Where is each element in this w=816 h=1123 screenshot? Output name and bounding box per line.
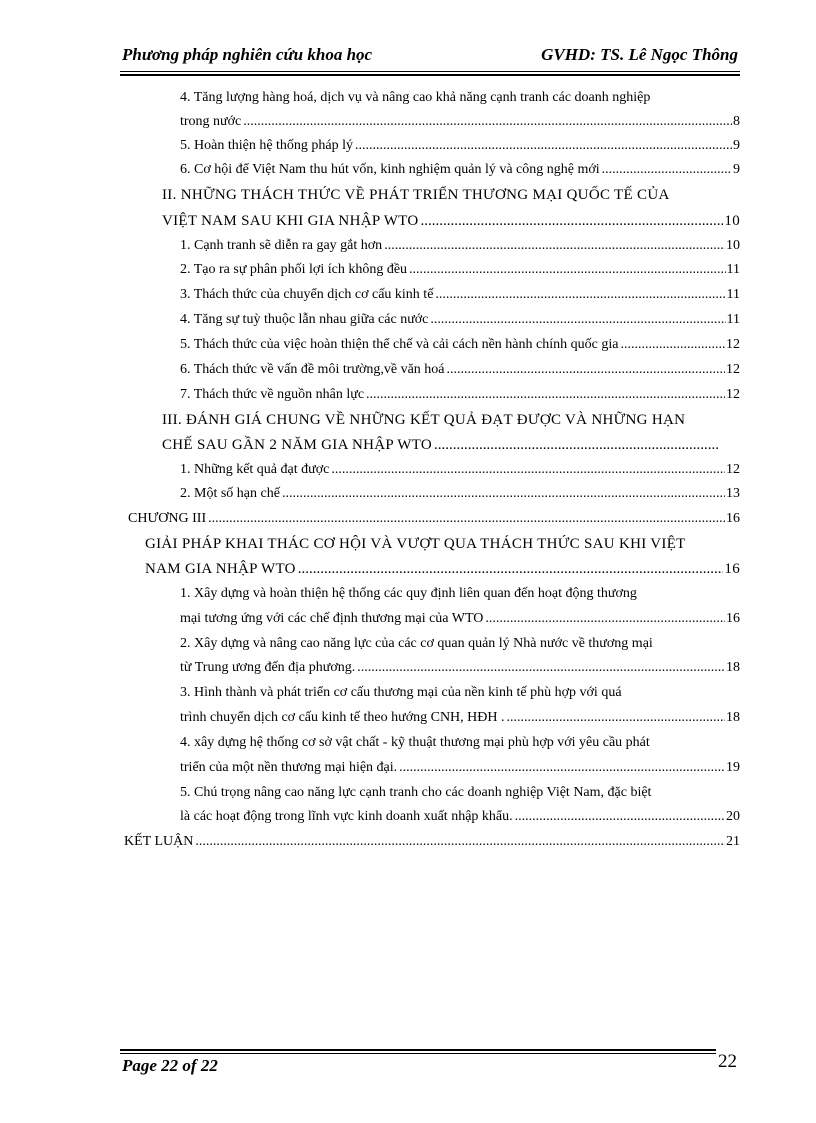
toc-leader (430, 308, 725, 332)
toc-entry-text: là các hoạt động trong lĩnh vực kinh doanh xuất nhập khẩu. (180, 809, 513, 824)
toc-entry-text: NAM GIA NHẬP WTO (145, 561, 296, 577)
toc-entry[interactable] (180, 681, 740, 705)
footer-page-number: 22 (718, 1051, 737, 1072)
toc-leader (409, 258, 725, 282)
toc-entry-text: 3. Thách thức của chuyển dịch cơ cấu kinh tế (180, 287, 434, 302)
toc-page-number: 19 (726, 760, 740, 775)
toc-entry[interactable] (180, 458, 740, 482)
toc-leader (507, 706, 726, 730)
toc-entry[interactable] (180, 308, 740, 332)
toc-section-heading[interactable] (162, 209, 740, 233)
toc-entry-text: trình chuyển dịch cơ cấu kinh tế theo hướng CNH, HĐH . (180, 710, 505, 725)
toc-leader (434, 433, 718, 457)
toc-entry[interactable] (180, 110, 740, 134)
toc-entry-text: 4. Tăng sự tuỳ thuộc lẫn nhau giữa các nước (180, 312, 429, 327)
toc-entry-text: 4. xây dựng hệ thống cơ sở vật chất - kỹ thuật thương mại phù hợp với yêu cầu phát (180, 735, 650, 750)
toc-entry[interactable] (180, 632, 740, 656)
toc-entry-text: 2. Xây dựng và nâng cao năng lực của các cơ quan quản lý Nhà nước về thương mại (180, 636, 653, 651)
toc-page-number: 16 (724, 561, 740, 577)
toc-entry[interactable] (180, 656, 740, 680)
toc-entry[interactable] (180, 731, 740, 755)
toc-page-number: 16 (726, 511, 740, 526)
toc-entry[interactable] (180, 383, 740, 407)
header-rule-thick (120, 74, 740, 76)
toc-page-number: 16 (726, 611, 740, 626)
toc-entry-text: trong nước (180, 114, 242, 129)
toc-entry[interactable] (180, 756, 740, 780)
toc-page-number: 11 (726, 312, 740, 327)
toc-entry-text: 5. Hoàn thiện hệ thống pháp lý (180, 138, 354, 153)
toc-leader (620, 333, 725, 357)
toc-entry-text: 6. Cơ hội để Việt Nam thu hút vốn, kinh nghiệm quản lý và công nghệ mới (180, 162, 600, 177)
toc-page-number: 21 (726, 834, 740, 849)
toc-page-number: 18 (726, 710, 740, 725)
toc-page-number: 11 (726, 287, 740, 302)
toc-leader (420, 209, 723, 233)
header-rule (120, 71, 740, 72)
toc-entry-text: CHƯƠNG III (128, 511, 207, 526)
toc-entry[interactable] (180, 158, 740, 182)
toc-page-number: 20 (726, 809, 740, 824)
toc-entry-text: 1. Xây dựng và hoàn thiện hệ thống các quy định liên quan đến hoạt động thương (180, 586, 637, 601)
toc-leader (384, 234, 725, 258)
toc-entry[interactable] (180, 706, 740, 730)
toc-leader (208, 507, 725, 531)
toc-entry-text: 1. Cạnh tranh sẽ diễn ra gay gắt hơn (180, 238, 383, 253)
toc-leader (435, 283, 725, 307)
toc-entry[interactable] (180, 607, 740, 631)
toc-leader (282, 482, 725, 506)
toc-page-number: 13 (726, 486, 740, 501)
toc-entry-text: 5. Thách thức của việc hoàn thiện thể chế và cải cách nền hành chính quốc gia (180, 337, 619, 352)
toc-section-heading[interactable] (162, 408, 740, 432)
toc-entry-text: 4. Tăng lượng hàng hoá, dịch vụ và nâng cao khả năng cạnh tranh các doanh nghiệp (180, 90, 651, 105)
toc-entry-text: II. NHỮNG THÁCH THỨC VỀ PHÁT TRIỂN THƯƠNG MẠI QUỐC TẾ CỦA (162, 187, 670, 203)
toc-entry-text: 3. Hình thành và phát triển cơ cấu thương mại của nền kinh tế phù hợp với quá (180, 685, 622, 700)
toc-page-number: 12 (726, 337, 740, 352)
toc-entry[interactable] (180, 283, 740, 307)
toc-section-heading[interactable] (162, 433, 718, 457)
toc-entry-text: KẾT LUẬN (124, 834, 194, 849)
toc-entry-text: 6. Thách thức về vấn đề môi trường,về văn hoá (180, 362, 445, 377)
toc-leader (355, 134, 732, 158)
toc-entry[interactable] (180, 482, 740, 506)
toc-entry-text: 2. Tạo ra sự phân phối lợi ích không đều (180, 262, 408, 277)
toc-leader (447, 358, 725, 382)
toc-entry-text: mại tương ứng với các chế định thương mại của WTO (180, 611, 484, 626)
toc-leader (485, 607, 725, 631)
toc-page-number: 9 (733, 138, 740, 153)
toc-leader (515, 805, 725, 829)
toc-leader (602, 158, 732, 182)
toc-entry-text: 1. Những kết quả đạt được (180, 462, 330, 477)
toc-chapter[interactable] (128, 507, 740, 531)
toc-section-heading[interactable] (145, 557, 740, 581)
toc-entry-text: 5. Chú trọng nâng cao năng lực cạnh tranh cho các doanh nghiệp Việt Nam, đặc biệt (180, 785, 652, 800)
toc-leader (331, 458, 725, 482)
toc-entry[interactable] (180, 805, 740, 829)
header-title: Phương pháp nghiên cứu khoa học (122, 45, 373, 64)
toc-page-number: 12 (726, 387, 740, 402)
toc-leader (298, 557, 724, 581)
toc-leader (195, 830, 725, 854)
toc-entry[interactable] (180, 134, 740, 158)
page-header (120, 45, 740, 69)
toc-entry-text: 2. Một số hạn chế (180, 486, 280, 501)
toc-page-number: 12 (726, 462, 740, 477)
toc-leader (243, 110, 732, 134)
toc-entry[interactable] (180, 358, 740, 382)
footer-page-label: Page 22 of 22 (122, 1056, 218, 1075)
toc-section-heading[interactable] (145, 532, 740, 556)
toc-page-number: 9 (733, 162, 740, 177)
toc-entry[interactable] (180, 781, 740, 805)
footer-rule (120, 1053, 716, 1054)
toc-entry[interactable] (180, 582, 740, 606)
toc-entry[interactable] (180, 333, 740, 357)
toc-page-number: 18 (726, 660, 740, 675)
footer-rule-thick (120, 1049, 716, 1051)
toc-entry-text: 7. Thách thức về nguồn nhân lực (180, 387, 365, 402)
toc-entry[interactable] (180, 86, 740, 110)
toc-entry-text: triển của một nền thương mại hiện đại. (180, 760, 398, 775)
toc-page-number: 10 (726, 238, 740, 253)
toc-page-number: 8 (733, 114, 740, 129)
toc-entry[interactable] (180, 234, 740, 258)
header-advisor: GVHD: TS. Lê Ngọc Thông (541, 45, 738, 64)
toc-page-number: 11 (726, 262, 740, 277)
toc-entry-text: VIỆT NAM SAU KHI GIA NHẬP WTO (162, 213, 419, 229)
toc-page-number: 10 (724, 213, 740, 229)
toc-entry-text: III. ĐÁNH GIÁ CHUNG VỀ NHỮNG KẾT QUẢ ĐẠT ĐƯỢC VÀ NHỮNG HẠN (162, 412, 686, 428)
toc-page-number: 12 (726, 362, 740, 377)
toc-conclusion[interactable] (124, 830, 740, 854)
toc-leader (357, 656, 725, 680)
toc-entry-text: GIẢI PHÁP KHAI THÁC CƠ HỘI VÀ VƯỢT QUA THÁCH THỨC SAU KHI VIỆT (145, 536, 686, 552)
toc-leader (399, 756, 725, 780)
toc-entry-text: CHẾ SAU GẦN 2 NĂM GIA NHẬP WTO (162, 437, 432, 453)
toc-leader (366, 383, 725, 407)
toc-section-heading[interactable] (162, 183, 740, 207)
toc-entry[interactable] (180, 258, 740, 282)
toc-entry-text: từ Trung ương đến địa phương. (180, 660, 356, 675)
